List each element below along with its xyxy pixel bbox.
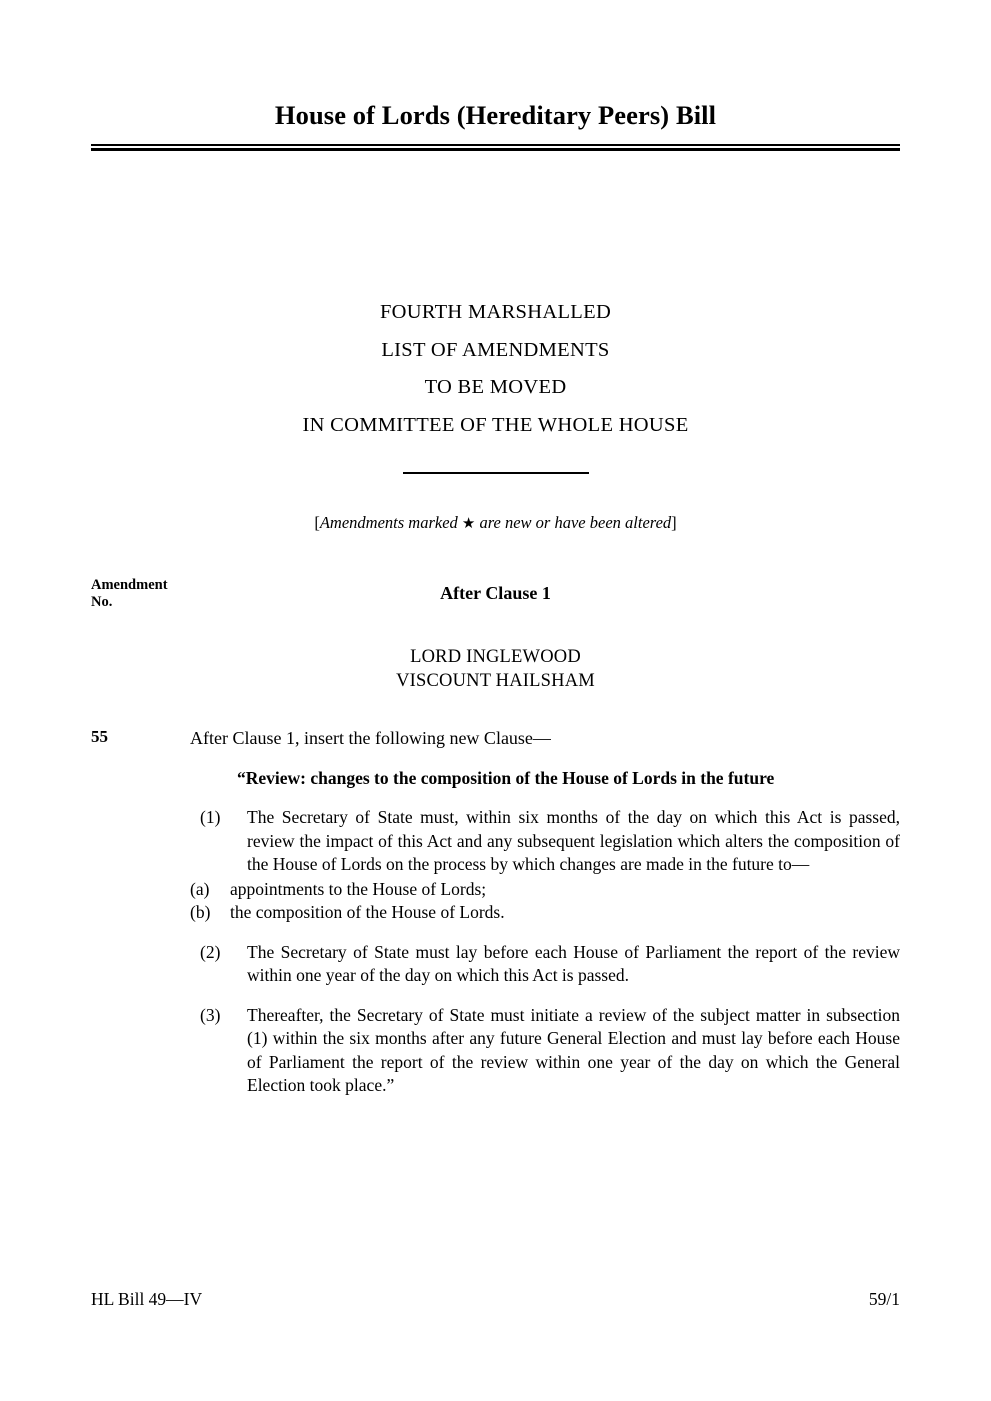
page-number: 59/1 xyxy=(868,1289,900,1309)
subsection-text: The Secretary of State must lay before each House of Parliament the report of the review within one year of the day on which this Act is passed. xyxy=(247,941,900,986)
sponsor-name-2: VISCOUNT HAILSHAM xyxy=(396,670,595,691)
list-item xyxy=(190,901,900,925)
note-text-before-star: Amendments marked xyxy=(319,513,462,533)
page-title: House of Lords (Hereditary Peers) Bill xyxy=(274,100,717,130)
heading-line-4: IN COMMITTEE OF THE WHOLE HOUSE xyxy=(302,413,689,436)
subsection-marker: (1) xyxy=(200,807,221,828)
note-open-bracket: [ xyxy=(314,513,320,533)
heading-line-3: TO BE MOVED xyxy=(424,376,567,399)
amendment-body xyxy=(190,727,900,1098)
subsection xyxy=(190,941,900,988)
subsection-marker: (2) xyxy=(200,941,221,962)
amendment-no-column-label xyxy=(91,577,221,611)
sponsor-name-1: LORD INGLEWOOD xyxy=(410,647,581,668)
amendment-no-label-line2: No. xyxy=(91,594,113,611)
heading-line-2: LIST OF AMENDMENTS xyxy=(381,338,610,361)
subsection xyxy=(190,1004,900,1098)
sponsor-list xyxy=(91,646,900,693)
subsection-item-list xyxy=(190,878,900,925)
title-double-rule xyxy=(91,144,900,151)
amendments-marked-note xyxy=(91,513,900,533)
star-icon: ★ xyxy=(461,516,476,533)
list-item-marker: (b) xyxy=(190,902,211,923)
note-text-after-star: are new or have been altered xyxy=(475,513,672,533)
heading-line-1: FOURTH MARSHALLED xyxy=(379,301,612,324)
list-item-marker: (a) xyxy=(190,878,210,899)
title-rule-lower xyxy=(91,148,900,151)
subsection-marker: (3) xyxy=(200,1004,221,1025)
amendment-entry xyxy=(91,727,900,1098)
list-item-text: appointments to the House of Lords; xyxy=(230,878,487,899)
amendment-number: 55 xyxy=(91,727,108,747)
list-item xyxy=(190,878,900,902)
subsection-text: Thereafter, the Secretary of State must initiate a review of the subject matter in subsection (1) within the six months after any future General Election and must lay before each House of Parliament the report of the review within one year of the day on which the General Election took place.” xyxy=(247,1004,900,1096)
amendment-header-row xyxy=(91,577,900,621)
heading-divider-rule xyxy=(403,472,589,474)
amendment-lead-in: After Clause 1, insert the following new Clause— xyxy=(190,728,551,749)
masthead xyxy=(91,0,900,151)
subsection xyxy=(190,806,900,877)
subsection-text: The Secretary of State must, within six months of the day on which this Act is passed, review the impact of this Act and any subsequent legislation which alters the composition of the House of Lords on the process by which changes are made in the future to— xyxy=(247,807,900,875)
bill-reference: HL Bill 49—IV xyxy=(91,1289,203,1309)
note-close-bracket: ] xyxy=(671,513,677,533)
page-footer xyxy=(91,1289,900,1310)
list-heading-block xyxy=(91,294,900,474)
amendment-no-label-line1: Amendment xyxy=(91,577,168,594)
new-clause-title: “Review: changes to the composition of the House of Lords in the future xyxy=(237,768,775,789)
list-item-text: the composition of the House of Lords. xyxy=(230,902,505,923)
clause-heading: After Clause 1 xyxy=(440,583,551,604)
